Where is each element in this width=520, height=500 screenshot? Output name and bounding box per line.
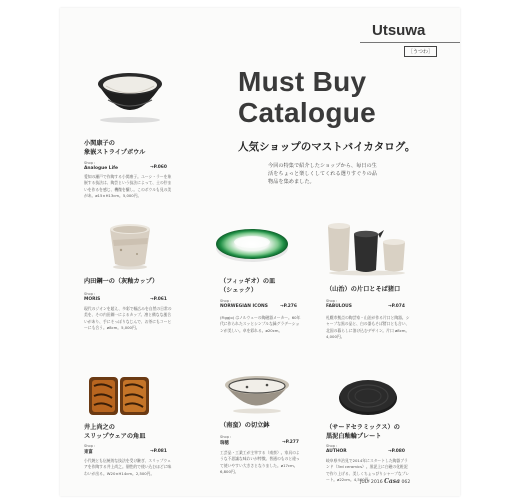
shop-name: Analogue Life: [84, 166, 118, 171]
shop-label: Shop :: [84, 292, 96, 296]
page-reference: →P.080: [388, 449, 405, 454]
section-rule: [360, 42, 460, 43]
magazine-page: [60, 8, 460, 496]
item-name: 井上尚之の スリップウェアの角皿: [84, 424, 146, 440]
catalogue-item: [84, 70, 174, 199]
section-subtitle-badge: ［うつわ］: [404, 46, 437, 57]
striped-bowl-icon: [94, 70, 166, 124]
shop-name: NORWEGIAN ICONS: [220, 304, 268, 309]
page-reference: →P.277: [282, 440, 299, 445]
item-description: 岐阜県多治見で2014年にスタートした陶器ブランド（3rd ceramics）。黒泥上に白磁の化粧泥で作り上げる、美しくちょっぴりシャープなプレート。ø22cm。4,500円。: [326, 458, 410, 483]
page-footer: [360, 478, 410, 485]
ash-glaze-cup-icon: [104, 220, 156, 270]
issue-date: JULY 2016: [360, 480, 383, 485]
shop-name: MORIS: [84, 297, 101, 302]
item-description: 現代のジオンを超え、多彩で幅広みを自然の日常の美を、その内田鋼一によるカップ。凛と備なな風合いがあり、手にそっぽりなじんで、お茶にもコーヒーにも合う。ø8cm。5,000円。: [84, 306, 172, 331]
shop-name: 瑞穂: [220, 441, 229, 446]
intro-text: 今回の特集で紹介したショップから、毎日の生活をちょっと楽しくしてくれる選りすぐりの品物品を集めました。: [268, 163, 377, 185]
shop-label: Shop :: [84, 161, 96, 165]
item-name: （山治）の片口とそば猪口: [326, 286, 401, 293]
catalogue-item: [314, 220, 410, 345]
catalogue-item: [206, 220, 301, 345]
catalogue-item: [314, 374, 410, 494]
page-reference: →P.060: [150, 165, 167, 170]
item-description: 工芸品・工業工が主宰する（南蛮）。家具のような不思議な味わいが特徴。普通のものと違って使いやすい大きさとなりました。ø17cm。6,800円。: [220, 450, 300, 475]
page-reference: →P.074: [388, 304, 405, 309]
catalogue-item: [84, 374, 180, 494]
slipware-plates-icon: [88, 374, 150, 418]
item-description: 小代焼とも伝統的な技法を受け継ぎ、スリップウェアを作陶する井上尚之。個性的で使い込むほどに味わいが出る。W20×H14cm。2,500円。: [84, 458, 172, 476]
magazine-name: Casa: [384, 478, 401, 485]
page-reference: →P.276: [280, 304, 297, 309]
page-title-line-2: Catalogue: [238, 97, 377, 128]
shop-label: Shop :: [326, 444, 338, 448]
page-reference: →P.061: [150, 297, 167, 302]
page-subtitle: 人気ショップのマストバイカタログ。: [238, 141, 416, 153]
page-number: 062: [401, 480, 411, 485]
item-name: （フィッギオ）の皿 （シェック）: [220, 278, 276, 294]
shop-label: Shop :: [326, 299, 338, 303]
item-description: 愛知の瀬戸で作陶する小関康子。ユーシ・ラーを象嵌する技法は、陶芸という技法によって、土の佇まいを作るを感じ、機微を醸し。このボウルも見の美があ。ø15×H13cm。5,000円。: [84, 174, 172, 199]
shop-label: Shop :: [220, 299, 232, 303]
item-description: 札幌市拠点の陶芸家・山治が作る片口と陶器。シャープな黒の品と、白の器もそば猪口とも合い、北国の暮らしに溶け込むデザイン。片口 ø8cm。4,000円。: [326, 315, 410, 340]
page-title-line-1: Must Buy: [238, 66, 367, 97]
catalogue-item: [206, 374, 302, 494]
item-name: 小関康子の 象嵌ストライプボウル: [84, 140, 146, 156]
shop-name: FABULOUS: [326, 304, 352, 309]
item-description: (Figgjo) はノルウェーの陶磁器メーカー。60年代に作られたスッとシンプルな緑グラデーションが美しい。卓を彩れる。ø20cm。: [220, 315, 301, 333]
shop-label: Shop :: [220, 435, 232, 439]
item-name: （サードセラミックス）の 黒泥白釉輪プレート: [326, 424, 400, 440]
katakuchi-and-cups-icon: [326, 220, 408, 276]
nanban-bowl-icon: [222, 374, 292, 414]
black-clay-plate-icon: [338, 374, 398, 416]
section-title: Utsuwa: [372, 22, 426, 39]
page-reference: →P.081: [150, 449, 167, 454]
shop-label: Shop :: [84, 444, 96, 448]
green-gradient-plate-icon: [214, 224, 290, 264]
shop-name: AUTHOR: [326, 449, 347, 454]
shop-name: 東富: [84, 450, 93, 455]
catalogue-item: [84, 220, 174, 345]
page-title: [238, 66, 376, 128]
item-name: 内田鋼一の（灰釉カップ）: [84, 278, 159, 285]
item-name: （南蛮）の切立鉢: [220, 422, 270, 429]
